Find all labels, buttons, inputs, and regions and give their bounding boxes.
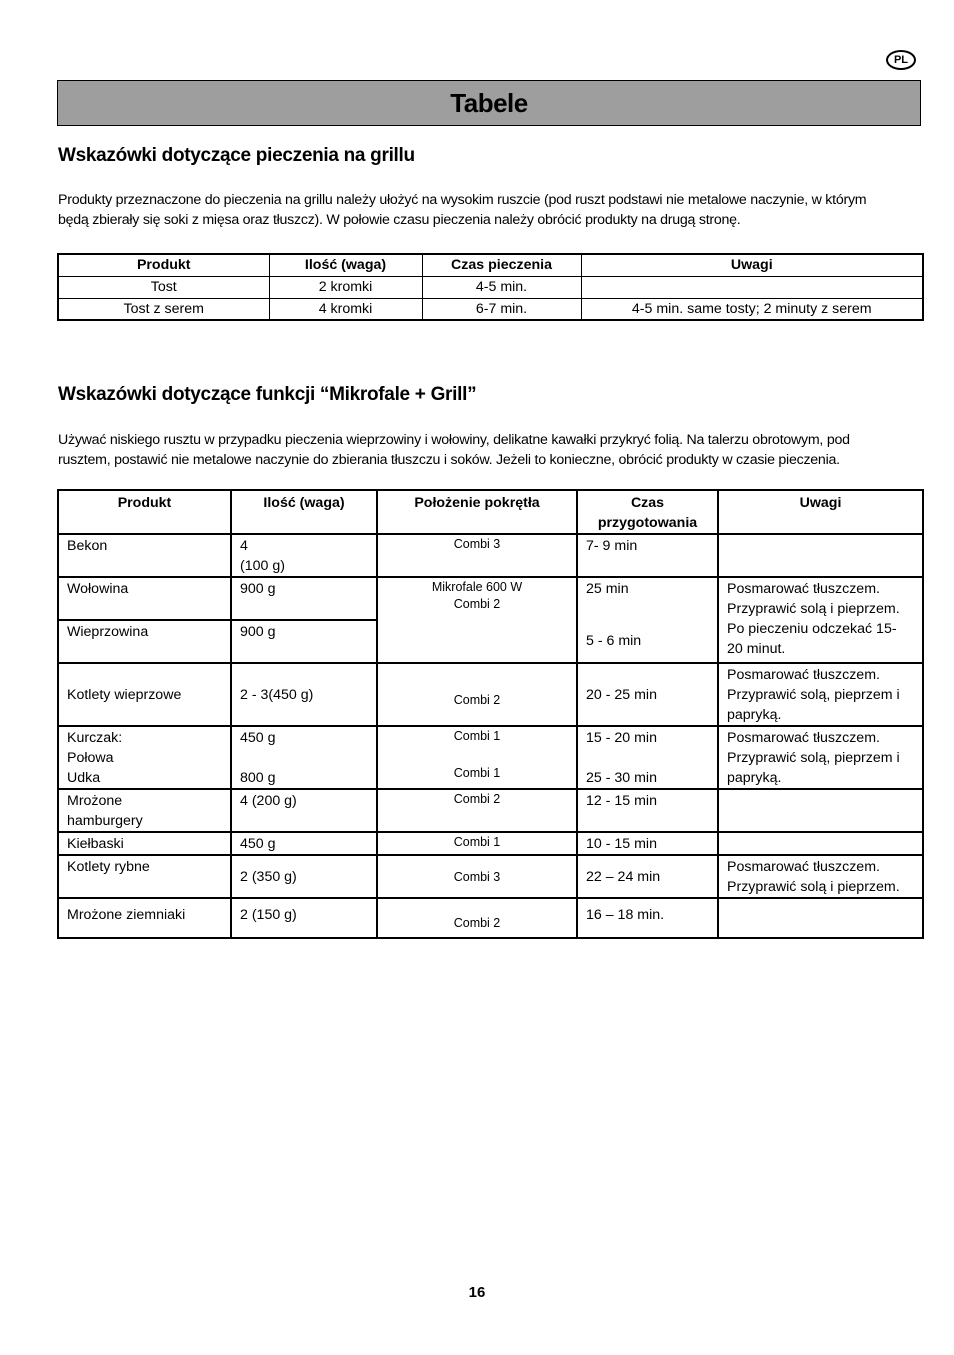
section-paragraph-combi <box>58 430 924 470</box>
table-cell: 900 g <box>231 577 377 620</box>
cell-line: 4 <box>240 538 248 554</box>
cell-line: papryką. <box>727 770 782 786</box>
table-cell: 12 - 15 min <box>577 789 718 832</box>
table-row <box>58 534 923 577</box>
table-cell: 2 (350 g) <box>231 855 377 898</box>
section-heading-combi: Wskazówki dotyczące funkcji “Mikrofale + Grill” <box>58 384 477 405</box>
table-cell <box>377 577 577 663</box>
table-row <box>58 832 923 855</box>
cell-line: Combi 2 <box>453 597 501 611</box>
header-cell: Ilość (waga) <box>231 490 377 534</box>
table-cell: Combi 2 <box>377 663 577 726</box>
table-cell: 2 kromki <box>269 276 422 298</box>
table-cell: 6-7 min. <box>422 298 581 320</box>
cell-line: 20 minut. <box>727 641 786 657</box>
table-cell: Combi 3 <box>377 855 577 898</box>
table-cell <box>231 726 377 789</box>
page-title: Tabele <box>57 80 921 126</box>
header-cell: Produkt <box>58 490 231 534</box>
cell-line: Po pieczeniu odczekać 15- <box>727 621 897 637</box>
table-cell: Bekon <box>58 534 231 577</box>
table-row <box>58 855 923 898</box>
cell-line: 25 - 30 min <box>586 770 657 786</box>
cell-line: Udka <box>67 770 101 786</box>
cell-line: 450 g <box>240 730 276 746</box>
table-cell: Wołowina <box>58 577 231 620</box>
combi-table <box>57 489 924 939</box>
table-cell <box>581 276 923 298</box>
language-badge: PL <box>886 50 916 70</box>
grill-table <box>57 253 924 321</box>
cell-line: Przyprawić solą i pieprzem. <box>727 879 900 895</box>
table-cell: Combi 1 <box>377 832 577 855</box>
header-cell: Uwagi <box>581 254 923 276</box>
cell-line: 5 - 6 min <box>586 633 642 649</box>
table-cell: 450 g <box>231 832 377 855</box>
table-row <box>58 726 923 789</box>
table-cell: Tost <box>58 276 269 298</box>
table-cell: 4-5 min. same tosty; 2 minuty z serem <box>581 298 923 320</box>
paragraph-line: będą zbierały się soki z mięsa oraz tłuszcz). W połowie czasu pieczenia należy obrócić produkty na drugą stronę. <box>58 212 741 228</box>
table-cell: 900 g <box>231 620 377 663</box>
cell-line: hamburgery <box>67 813 143 829</box>
header-line: Czas <box>630 495 665 511</box>
table-cell <box>718 832 923 855</box>
table-cell: 4 kromki <box>269 298 422 320</box>
table-cell <box>718 663 923 726</box>
table-row <box>58 898 923 938</box>
cell-line: 15 - 20 min <box>586 730 657 746</box>
table-cell <box>718 726 923 789</box>
header-cell: Czas pieczenia <box>422 254 581 276</box>
table-header-row <box>58 254 923 276</box>
table-cell <box>718 789 923 832</box>
header-cell: Produkt <box>58 254 269 276</box>
table-cell <box>577 726 718 789</box>
header-line: przygotowania <box>597 515 698 531</box>
cell-line: 800 g <box>240 770 276 786</box>
table-cell <box>718 855 923 898</box>
cell-line: Kurczak: <box>67 730 123 746</box>
cell-line: papryką. <box>727 707 782 723</box>
header-cell: Uwagi <box>718 490 923 534</box>
table-cell: 10 - 15 min <box>577 832 718 855</box>
cell-line: Przyprawić solą, pieprzem i <box>727 687 900 703</box>
table-cell <box>58 726 231 789</box>
table-cell: 7- 9 min <box>577 534 718 577</box>
table-cell <box>231 534 377 577</box>
paragraph-line: rusztem, postawić nie metalowe naczynie do zbierania tłuszczu i soków. Jeżeli to konieczne, obrócić produkty w czasie pieczenia. <box>58 452 840 468</box>
table-cell <box>718 577 923 663</box>
table-cell <box>718 534 923 577</box>
cell-line: Mrożone <box>67 793 123 809</box>
cell-line: Posmarować tłuszczem. <box>727 667 880 683</box>
table-cell: Kiełbaski <box>58 832 231 855</box>
cell-line: Połowa <box>67 750 114 766</box>
table-cell: 2 - 3(450 g) <box>231 663 377 726</box>
table-cell <box>58 789 231 832</box>
cell-line: Combi 1 <box>453 766 501 780</box>
cell-line: (100 g) <box>240 558 285 574</box>
table-cell: Combi 2 <box>377 789 577 832</box>
table-row <box>58 298 923 320</box>
table-cell: 16 – 18 min. <box>577 898 718 938</box>
header-cell <box>577 490 718 534</box>
table-cell <box>577 577 718 663</box>
paragraph-line: Produkty przeznaczone do pieczenia na grillu należy ułożyć na wysokim ruszcie (pod ruszt podstawi nie metalowe naczynie, w którym <box>58 192 867 208</box>
section-heading-grill: Wskazówki dotyczące pieczenia na grillu <box>58 145 415 166</box>
table-cell: 4 (200 g) <box>231 789 377 832</box>
table-cell: 2 (150 g) <box>231 898 377 938</box>
cell-line: 25 min <box>586 581 629 597</box>
table-cell: Kotlety wieprzowe <box>58 663 231 726</box>
table-cell <box>377 726 577 789</box>
table-cell: Tost z serem <box>58 298 269 320</box>
cell-line: Posmarować tłuszczem. <box>727 730 880 746</box>
section-paragraph-grill <box>58 190 924 230</box>
cell-line: Posmarować tłuszczem. <box>727 859 880 875</box>
table-row <box>58 663 923 726</box>
table-cell <box>718 898 923 938</box>
table-cell: Kotlety rybne <box>58 855 231 898</box>
table-cell: 20 - 25 min <box>577 663 718 726</box>
table-cell: Wieprzowina <box>58 620 231 663</box>
page-number: 16 <box>468 1284 486 1301</box>
header-cell: Ilość (waga) <box>269 254 422 276</box>
table-cell: Combi 3 <box>377 534 577 577</box>
cell-line: Posmarować tłuszczem. <box>727 581 880 597</box>
table-row <box>58 276 923 298</box>
cell-line: Przyprawić solą i pieprzem. <box>727 601 900 617</box>
table-header-row <box>58 490 923 534</box>
cell-line: Mikrofale 600 W <box>431 580 523 594</box>
table-cell: 22 – 24 min <box>577 855 718 898</box>
table-cell: 4-5 min. <box>422 276 581 298</box>
table-cell: Combi 2 <box>377 898 577 938</box>
paragraph-line: Używać niskiego rusztu w przypadku pieczenia wieprzowiny i wołowiny, delikatne kawałki przykryć folią. Na talerzu obrotowym, pod <box>58 432 850 448</box>
table-row <box>58 789 923 832</box>
cell-line: Combi 1 <box>453 729 501 743</box>
table-row <box>58 577 923 620</box>
table-cell: Mrożone ziemniaki <box>58 898 231 938</box>
header-cell: Położenie pokrętła <box>377 490 577 534</box>
cell-line: Przyprawić solą, pieprzem i <box>727 750 900 766</box>
